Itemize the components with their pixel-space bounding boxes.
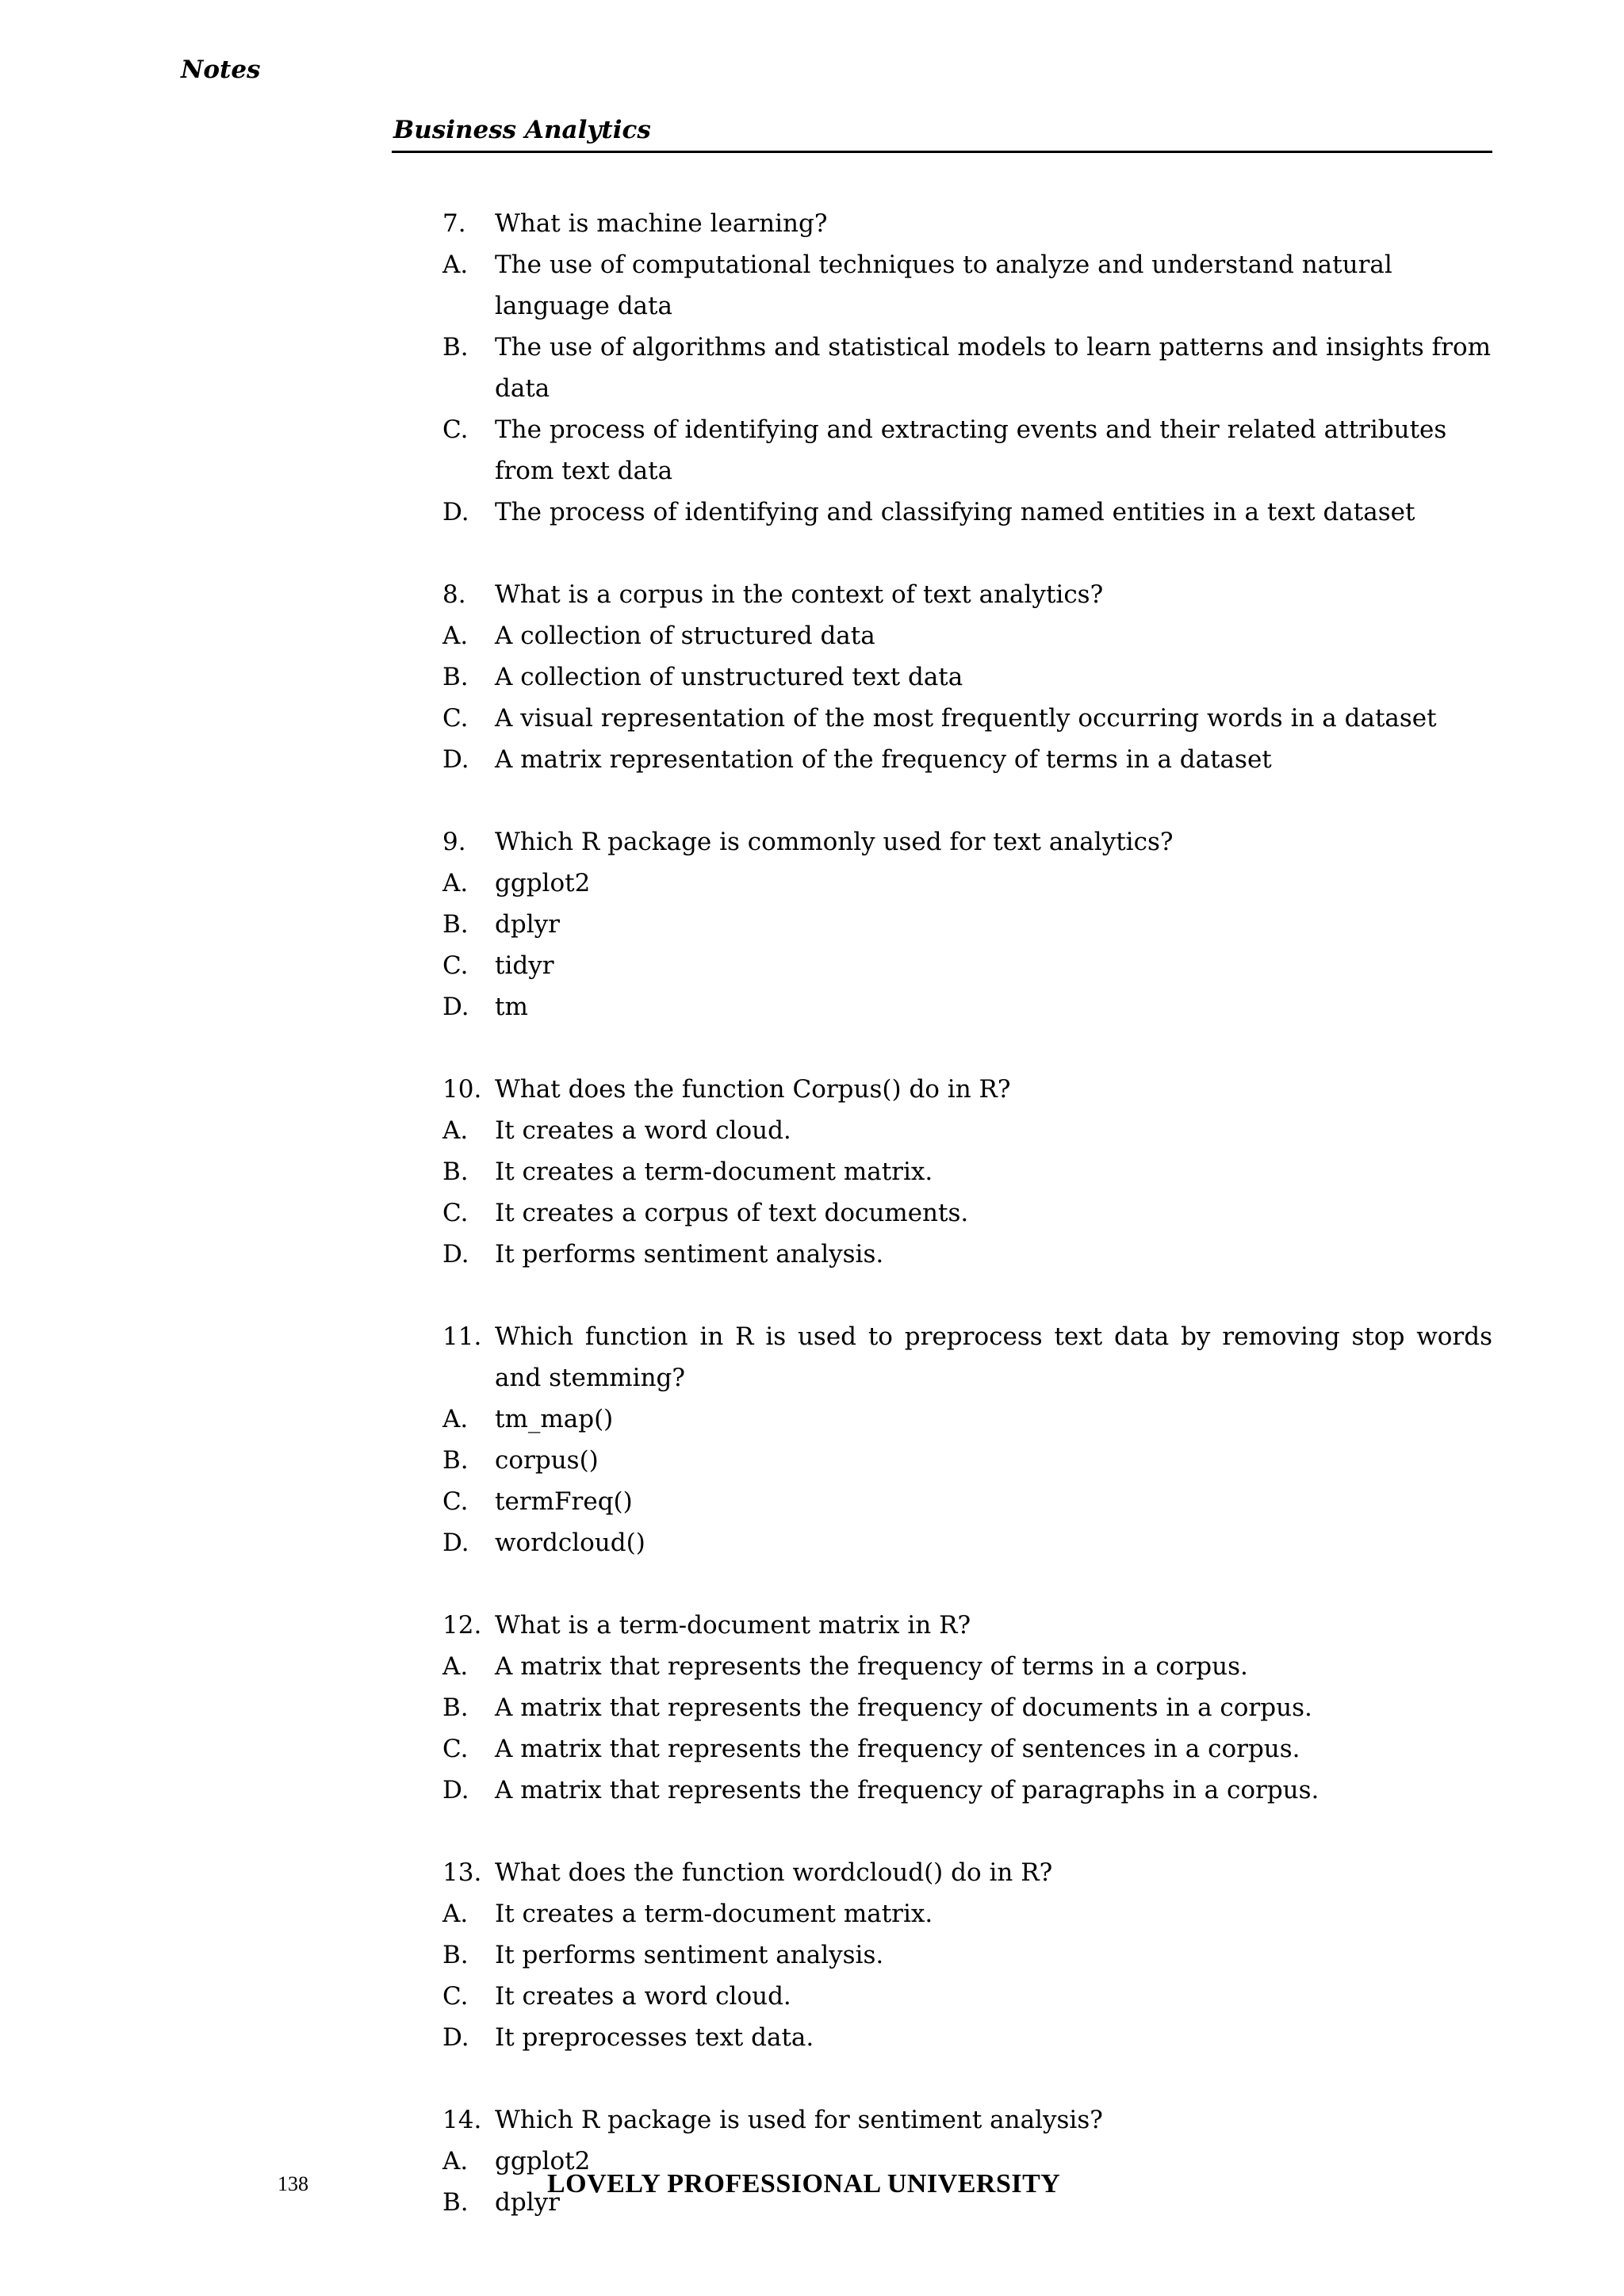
- question-row: [442, 821, 1492, 863]
- option-text: A collection of structured data: [495, 622, 875, 650]
- question-text: Which function in R is used to preprocess text data by removing stop words and stemming?: [495, 1322, 1492, 1392]
- option-letter: D.: [442, 745, 469, 774]
- question-number: 14.: [442, 2106, 482, 2134]
- option-text: It creates a term-document matrix.: [495, 1900, 933, 1928]
- option-text: A collection of unstructured text data: [495, 663, 963, 691]
- option-letter: A.: [442, 2147, 469, 2175]
- option-text: It creates a corpus of text documents.: [495, 1199, 969, 1227]
- option-letter: A.: [442, 1652, 469, 1681]
- option-letter: B.: [442, 1446, 469, 1475]
- option-row: [442, 1687, 1492, 1728]
- option-text: It performs sentiment analysis.: [495, 1941, 884, 1969]
- option-letter: B.: [442, 1158, 469, 1186]
- option-row: [442, 986, 1492, 1027]
- footer-university: LOVELY PROFESSIONAL UNIVERSITY: [547, 2169, 1061, 2198]
- option-row: [442, 244, 1492, 327]
- option-row: [442, 1646, 1492, 1687]
- option-letter: C.: [442, 415, 469, 444]
- option-letter: C.: [442, 704, 469, 733]
- option-text: It creates a term-document matrix.: [495, 1158, 933, 1186]
- option-text: It creates a word cloud.: [495, 1982, 791, 2011]
- option-letter: B.: [442, 2188, 469, 2217]
- option-letter: A.: [442, 622, 469, 650]
- question-block: [442, 821, 1492, 1027]
- question-text: What is a term-document matrix in R?: [495, 1611, 971, 1640]
- question-row: [442, 203, 1492, 244]
- question-number: 9.: [442, 828, 466, 856]
- option-row: [442, 1440, 1492, 1481]
- question-number: 10.: [442, 1075, 482, 1104]
- question-block: [442, 2099, 1492, 2223]
- option-text: ggplot2: [495, 2147, 591, 2175]
- question-block: [442, 1069, 1492, 1275]
- question-block: [442, 1316, 1492, 1563]
- option-text: A matrix that represents the frequency of paragraphs in a corpus.: [495, 1776, 1320, 1804]
- option-row: [442, 1234, 1492, 1275]
- option-row: [442, 1893, 1492, 1934]
- option-letter: C.: [442, 951, 469, 980]
- header-title: Business Analytics: [393, 116, 651, 144]
- option-letter: B.: [442, 910, 469, 939]
- option-letter: D.: [442, 1776, 469, 1804]
- question-text: Which R package is commonly used for text analytics?: [495, 828, 1174, 856]
- option-row: [442, 1481, 1492, 1522]
- question-text: What is a corpus in the context of text analytics?: [495, 580, 1104, 609]
- option-letter: B.: [442, 663, 469, 691]
- option-text: wordcloud(): [495, 1529, 645, 1557]
- option-row: [442, 863, 1492, 904]
- option-text: tm: [495, 993, 528, 1021]
- question-text: What does the function wordcloud() do in R?: [495, 1858, 1053, 1887]
- option-row: [442, 1399, 1492, 1440]
- option-row: [442, 1522, 1492, 1563]
- option-row: [442, 1151, 1492, 1192]
- option-letter: A.: [442, 1116, 469, 1145]
- option-text: dplyr: [495, 2188, 560, 2217]
- option-row: [442, 327, 1492, 409]
- option-row: [442, 409, 1492, 492]
- option-text: The process of identifying and classifying named entities in a text dataset: [495, 498, 1415, 526]
- question-number: 11.: [442, 1322, 482, 1351]
- option-text: The use of computational techniques to analyze and understand natural language data: [495, 251, 1392, 320]
- option-row: [442, 698, 1492, 739]
- option-row: [442, 656, 1492, 698]
- option-text: A matrix that represents the frequency of terms in a corpus.: [495, 1652, 1248, 1681]
- question-number: 7.: [442, 209, 466, 238]
- option-letter: C.: [442, 1487, 469, 1516]
- question-number: 8.: [442, 580, 466, 609]
- option-text: It creates a word cloud.: [495, 1116, 791, 1145]
- option-text: The process of identifying and extracting events and their related attributes from text data: [495, 415, 1447, 485]
- option-text: dplyr: [495, 910, 560, 939]
- option-row: [442, 1976, 1492, 2017]
- option-text: The use of algorithms and statistical models to learn patterns and insights from data: [495, 333, 1492, 403]
- question-number: 12.: [442, 1611, 482, 1640]
- option-text: It performs sentiment analysis.: [495, 1240, 884, 1269]
- margin-note: Notes: [181, 55, 261, 84]
- option-row: [442, 492, 1492, 533]
- option-row: [442, 739, 1492, 780]
- option-letter: D.: [442, 498, 469, 526]
- question-block: [442, 574, 1492, 780]
- option-text: A visual representation of the most frequently occurring words in a dataset: [495, 704, 1437, 733]
- option-letter: D.: [442, 1240, 469, 1269]
- question-block: [442, 1605, 1492, 1811]
- option-letter: A.: [442, 1405, 469, 1433]
- option-letter: C.: [442, 1199, 469, 1227]
- question-number: 13.: [442, 1858, 482, 1887]
- option-letter: D.: [442, 1529, 469, 1557]
- option-letter: B.: [442, 1941, 469, 1969]
- question-text: What is machine learning?: [495, 209, 828, 238]
- option-row: [442, 1110, 1492, 1151]
- option-text: tidyr: [495, 951, 554, 980]
- option-text: corpus(): [495, 1446, 599, 1475]
- option-letter: A.: [442, 251, 469, 279]
- option-text: termFreq(): [495, 1487, 633, 1516]
- option-text: tm_map(): [495, 1405, 614, 1433]
- option-letter: A.: [442, 1900, 469, 1928]
- option-text: A matrix that represents the frequency of documents in a corpus.: [495, 1693, 1312, 1722]
- option-letter: D.: [442, 2023, 469, 2052]
- question-block: [442, 203, 1492, 533]
- option-row: [442, 904, 1492, 945]
- option-row: [442, 1728, 1492, 1770]
- option-text: A matrix representation of the frequency of terms in a dataset: [495, 745, 1272, 774]
- option-letter: B.: [442, 333, 469, 362]
- option-letter: B.: [442, 1693, 469, 1722]
- option-text: ggplot2: [495, 869, 591, 897]
- option-text: It preprocesses text data.: [495, 2023, 814, 2052]
- option-text: A matrix that represents the frequency of sentences in a corpus.: [495, 1735, 1300, 1763]
- question-text: Which R package is used for sentiment analysis?: [495, 2106, 1103, 2134]
- question-text: What does the function Corpus() do in R?: [495, 1075, 1011, 1104]
- option-letter: D.: [442, 993, 469, 1021]
- question-block: [442, 1852, 1492, 2058]
- option-row: [442, 945, 1492, 986]
- running-header: [392, 111, 1492, 153]
- question-row: [442, 574, 1492, 615]
- option-row: [442, 1770, 1492, 1811]
- option-letter: A.: [442, 869, 469, 897]
- option-row: [442, 615, 1492, 656]
- option-row: [442, 1934, 1492, 1976]
- question-row: [442, 2099, 1492, 2141]
- question-row: [442, 1605, 1492, 1646]
- question-row: [442, 1069, 1492, 1110]
- option-row: [442, 2017, 1492, 2058]
- question-row: [442, 1852, 1492, 1893]
- option-row: [442, 1192, 1492, 1234]
- page-number: 138: [278, 2172, 308, 2195]
- option-letter: C.: [442, 1982, 469, 2011]
- option-letter: C.: [442, 1735, 469, 1763]
- question-list: [442, 203, 1492, 2264]
- question-row: [442, 1316, 1492, 1399]
